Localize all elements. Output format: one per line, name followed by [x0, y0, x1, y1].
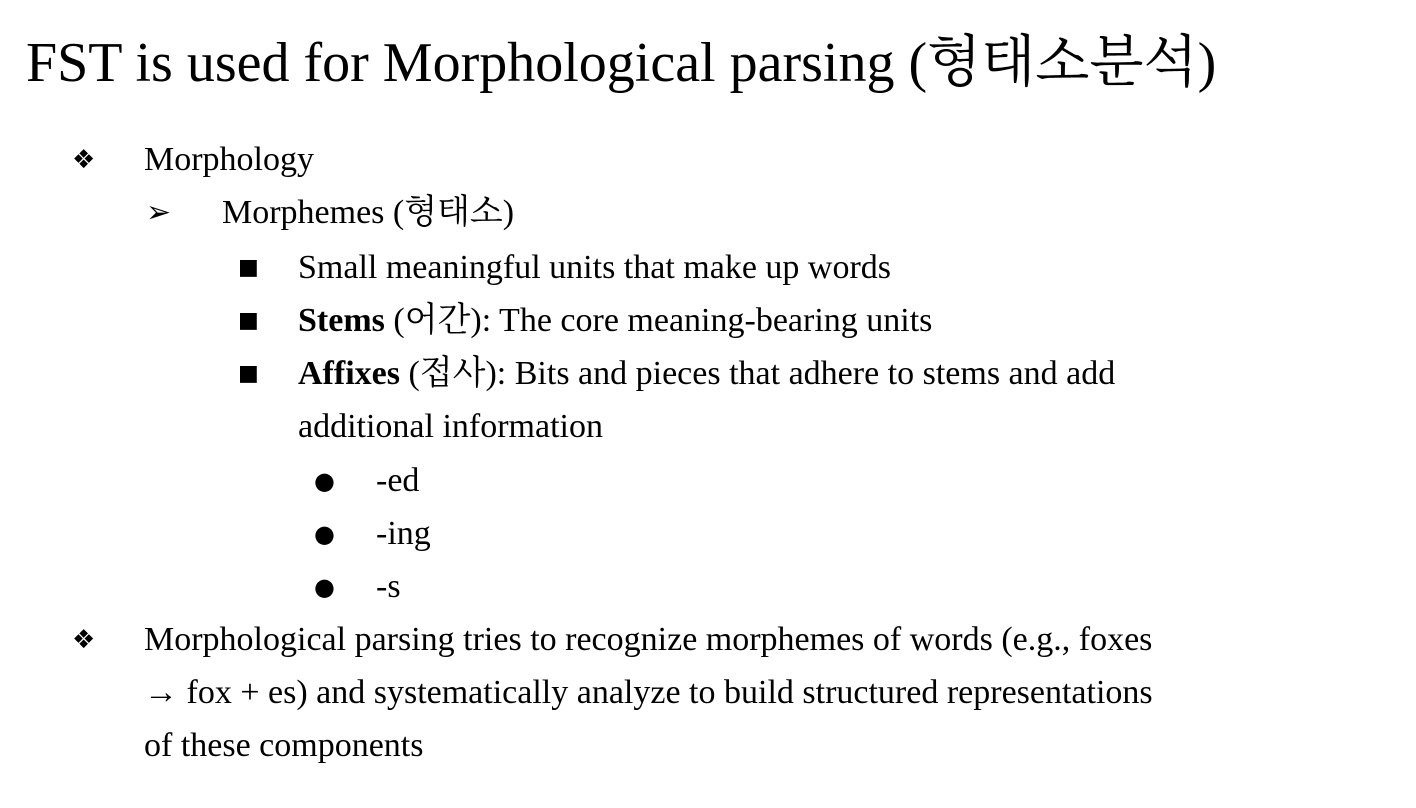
item-suffix-ing: -ing: [376, 515, 431, 552]
item-stems: [298, 301, 932, 341]
affixes-definition: (접사): Bits and pieces that adhere to stems and add: [399, 355, 1116, 392]
item-suffix-s: -s: [376, 568, 401, 605]
arrow-bullet-icon: ➢: [146, 195, 172, 230]
diamond-bullet-icon: ❖: [72, 145, 96, 175]
dot-bullet-icon: ●: [314, 573, 335, 601]
item-parsing-line-2: → fox + es) and systematically analyze to build structured representations: [144, 674, 1153, 711]
item-morphology: Morphology: [144, 141, 314, 178]
dot-bullet-icon: ●: [314, 467, 335, 495]
stems-term: Stems: [298, 302, 385, 339]
diamond-bullet-icon: ❖: [72, 625, 96, 655]
item-suffix-ed: -ed: [376, 462, 420, 499]
affixes-term: Affixes: [298, 355, 400, 392]
item-parsing-line-3: of these components: [144, 727, 424, 764]
stems-definition: (어간): The core meaning-bearing units: [384, 302, 933, 339]
item-affixes-continued: additional information: [298, 408, 603, 445]
square-bullet-icon: ■: [238, 308, 259, 333]
item-affixes: [298, 354, 1115, 394]
dot-bullet-icon: ●: [314, 520, 335, 548]
item-morphemes: Morphemes (형태소): [222, 194, 515, 231]
slide-title: FST is used for Morphological parsing (형태소분석): [26, 32, 1217, 94]
item-small-units: Small meaningful units that make up words: [298, 249, 892, 286]
square-bullet-icon: ■: [238, 361, 259, 386]
square-bullet-icon: ■: [238, 255, 259, 280]
item-parsing-line-1: Morphological parsing tries to recognize morphemes of words (e.g., foxes: [144, 621, 1153, 658]
